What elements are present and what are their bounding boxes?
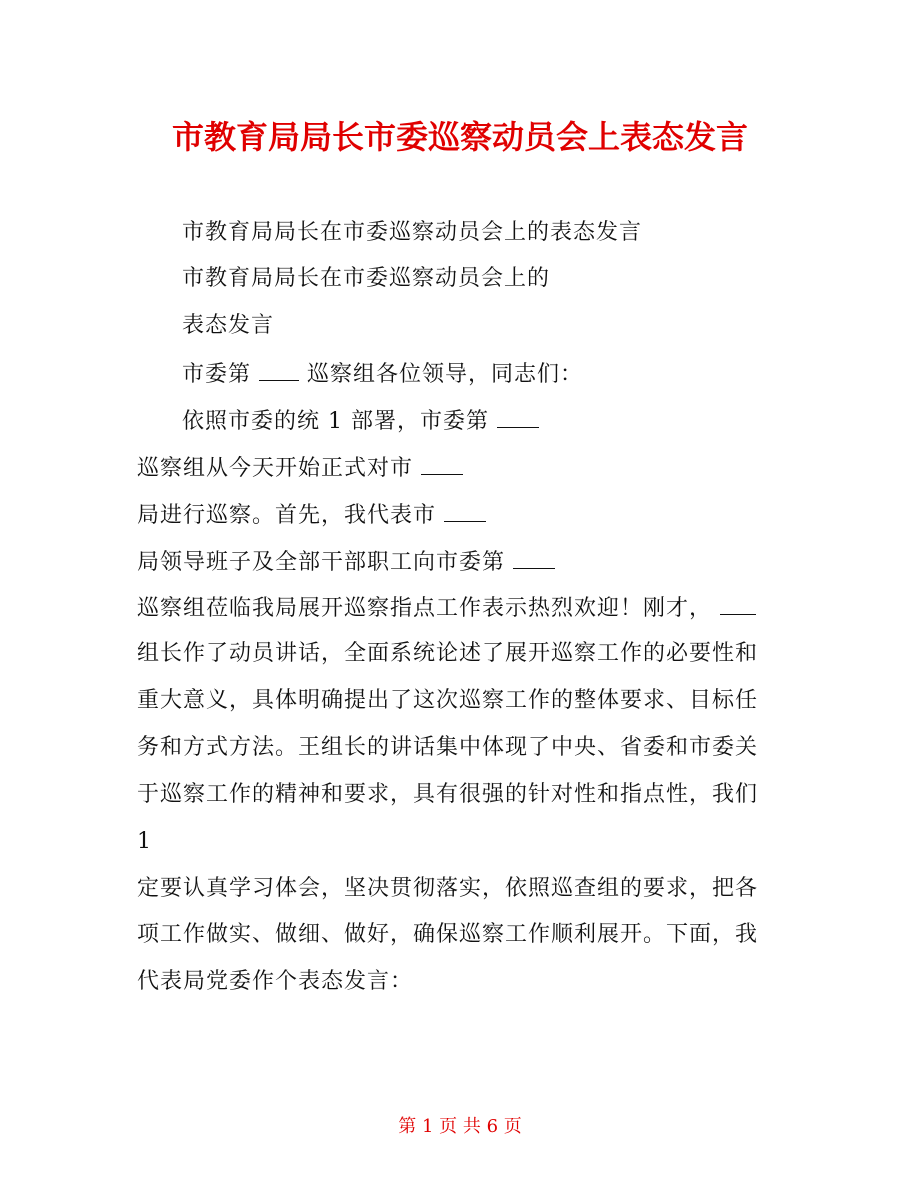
body-line-9-text: 巡察组莅临我局展开巡察指点工作表示热烈欢迎！刚才， [137,596,713,621]
body-line-5-text: 依照市委的统 1 部署，市委第 [182,409,489,434]
body-line-9 [137,592,764,624]
fill-blank [259,358,299,381]
body-line-4 [182,358,583,390]
body-line-14: 1 [137,829,152,854]
body-line-2: 市教育局局长在市委巡察动员会上的 [182,266,551,291]
body-line-12: 务和方式方法。王组长的讲话集中体现了中央、省委和市委关 [137,735,759,760]
body-line-7-text: 局进行巡察。首先，我代表市 [137,503,437,528]
body-line-13: 于巡察工作的精神和要求，具有很强的针对性和指点性，我们 [137,782,759,807]
fill-blank [497,405,539,428]
fill-blank [444,499,486,522]
body-line-5 [182,405,547,437]
document-title: 市教育局局长市委巡察动员会上表态发言 [171,118,748,156]
body-line-8 [137,546,563,578]
body-line-1: 市教育局局长在市委巡察动员会上的表态发言 [182,220,643,245]
body-line-16: 项工作做实、做细、做好，确保巡察工作顺利展开。下面，我 [137,922,759,947]
page-footer: 第 1 页 共 6 页 [398,1116,522,1137]
body-line-6-text: 巡察组从今天开始正式对市 [137,456,414,481]
body-line-17: 代表局党委作个表态发言： [137,969,414,994]
body-line-4-text-b: 巡察组各位领导，同志们： [307,362,584,387]
body-line-11: 重大意义，具体明确提出了这次巡察工作的整体要求、目标任 [137,688,759,713]
body-line-4-text-a: 市委第 [182,362,252,387]
fill-blank [421,452,463,475]
fill-blank [513,546,555,569]
body-line-3: 表态发言 [182,313,275,338]
fill-blank [720,592,756,615]
body-line-15: 定要认真学习体会，坚决贯彻落实，依照巡查组的要求，把各 [137,876,759,901]
body-line-6 [137,452,471,484]
body-line-10: 组长作了动员讲话，全面系统论述了展开巡察工作的必要性和 [137,641,759,666]
body-line-8-text: 局领导班子及全部干部职工向市委第 [137,550,506,575]
body-line-7 [137,499,494,531]
